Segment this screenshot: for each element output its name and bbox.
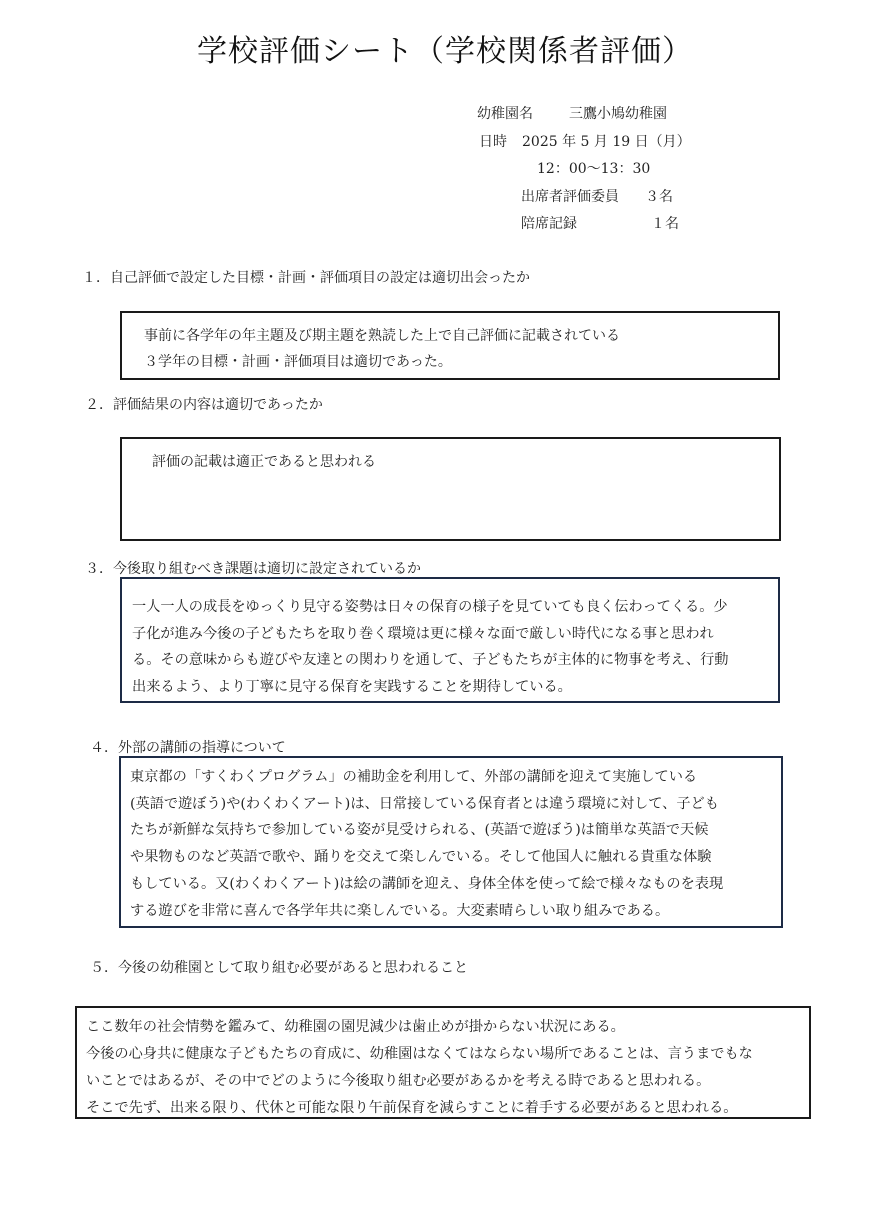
section-1-answer-box — [120, 311, 780, 380]
section-3-line: る。その意味からも遊びや友達との関わりを通して、子どもたちが主体的に物事を考え、行動 — [132, 652, 729, 668]
section-4-line: 東京都の「すくわくプログラム」の補助金を利用して、外部の講師を迎えて実施している — [130, 769, 698, 785]
observer-label: 陪席記録 — [521, 216, 577, 232]
observer-value: １名 — [651, 216, 679, 232]
section-5-line: そこで先ず、出来る限り、代休と可能な限り午前保育を減らすことに着手する必要があると思われる。 — [86, 1100, 738, 1116]
section-5-line: いことではあるが、その中でどのように今後取り組む必要があるかを考える時であると思われる。 — [86, 1073, 711, 1089]
kindergarten-label: 幼稚園名 — [477, 106, 533, 122]
section-5-line: 今後の心身共に健康な子どもたちの育成に、幼稚園はなくてはならない場所であることは、言うまでもな — [86, 1046, 753, 1062]
section-1-line: ３学年の目標・計画・評価項目は適切であった。 — [144, 354, 452, 370]
section-3-answer-box — [120, 577, 780, 703]
attendees-value: ３名 — [645, 189, 673, 205]
section-2-heading: ２．評価結果の内容は適切であったか — [85, 397, 323, 413]
section-5-answer-box — [75, 1006, 811, 1119]
section-4-line: や果物ものなど英語で歌や、踊りを交えて楽しんでいる。そして他国人に触れる貴重な体験 — [130, 849, 712, 866]
section-1-heading: １．自己評価で設定した目標・計画・評価項目の設定は適切出会ったか — [82, 270, 530, 286]
kindergarten-name: 三鷹小鳩幼稚園 — [569, 106, 667, 122]
section-3-line: 子化が進み今後の子どもたちを取り巻く環境は更に様々な面で厳しい時代になる事と思われ — [132, 625, 714, 642]
attendees-label: 出席者評価委員 — [521, 189, 619, 205]
section-1-line: 事前に各学年の年主題及び期主題を熟読した上で自己評価に記載されている — [144, 328, 620, 344]
time-value: 12：00～13：30 — [537, 161, 651, 177]
section-5-line: ここ数年の社会情勢を鑑みて、幼稚園の園児減少は歯止めが掛からない状況にある。 — [86, 1019, 625, 1035]
section-3-line: 出来るよう、より丁寧に見守る保育を実践することを期待している。 — [132, 678, 572, 695]
section-4-line: (英語で遊ぼう)や(わくわくアート)は、日常接している保育者とは違う環境に対して、子ども — [130, 795, 719, 812]
section-2-line: 評価の記載は適正であると思われる — [152, 454, 376, 470]
section-4-line: もしている。又(わくわくアート)は絵の講師を迎え、身体全体を使って絵で様々なものを表現 — [130, 875, 724, 892]
section-3-heading: ３．今後取り組むべき課題は適切に設定されているか — [85, 561, 421, 577]
section-4-heading: ４．外部の講師の指導について — [90, 740, 286, 756]
section-2-answer-box — [120, 437, 781, 541]
section-4-answer-box — [119, 756, 783, 928]
section-4-line: する遊びを非常に喜んで各学年共に楽しんでいる。大変素晴らしい取り組みである。 — [130, 902, 670, 919]
date-label: 日時 — [479, 134, 507, 150]
section-4-line: たちが新鮮な気持ちで参加している姿が見受けられる、(英語で遊ぼう)は簡単な英語で天候 — [130, 822, 709, 839]
section-3-line: 一人一人の成長をゆっくり見守る姿勢は日々の保育の様子を見ていても良く伝わってくる。少 — [132, 599, 728, 615]
section-5-heading: ５．今後の幼稚園として取り組む必要があると思われること — [90, 960, 468, 976]
page-title: 学校評価シート（学校関係者評価） — [197, 34, 693, 69]
date-value: 2025 年 5 月 19 日（月） — [522, 134, 691, 150]
